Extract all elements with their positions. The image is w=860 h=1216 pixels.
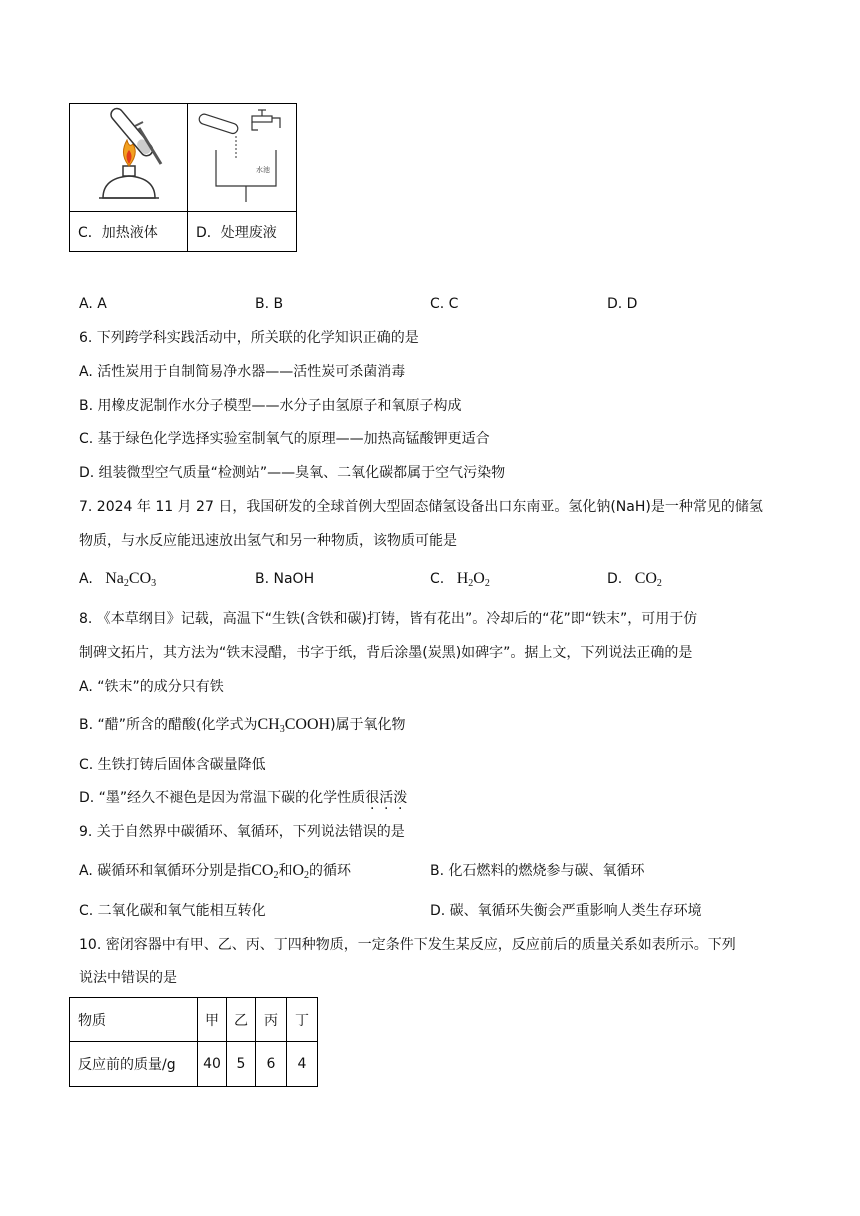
table-cell: 40	[198, 1042, 227, 1087]
q7-option-b: B. NaOH	[255, 571, 315, 587]
q5-option-a: A. A	[79, 296, 107, 312]
q9-option-d: D. 碳、氧循环失衡会严重影响人类生存环境	[430, 903, 702, 919]
formula-ch3cooh: $CH_3COOH$	[257, 716, 331, 735]
q8-option-b-pre: B. “醋”所含的醋酸(化学式为	[79, 717, 258, 733]
q6-option-c: C. 基于绿色化学选择实验室制氧气的原理——加热高锰酸钾更适合	[79, 431, 490, 447]
table-cell: 乙	[227, 998, 256, 1042]
q9-option-a-pre: A. 碳循环和氧循环分别是指	[79, 863, 252, 879]
formula-o2: $O_2$	[292, 862, 310, 881]
q6-option-b: B. 用橡皮泥制作水分子模型——水分子由氢原子和氧原子构成	[79, 398, 462, 414]
q7-option-a	[79, 569, 156, 594]
q9-option-a-mid: 和	[278, 863, 293, 879]
heating-liquid-illustration	[89, 106, 169, 206]
q8-option-a: A. “铁末”的成分只有铁	[79, 679, 224, 695]
q7-option-a-prefix: A.	[79, 571, 93, 587]
q7-option-c	[430, 569, 490, 594]
q6-stem: 6. 下列跨学科实践活动中，所关联的化学知识正确的是	[79, 330, 419, 346]
option-d-label: D．处理废液	[188, 212, 297, 252]
table-cell: 甲	[198, 998, 227, 1042]
dispose-liquid-image-cell	[188, 104, 297, 212]
q8-option-b-post: )属于氧化物	[330, 717, 406, 733]
dispose-liquid-illustration	[192, 106, 292, 206]
q7-option-d-prefix: D.	[607, 571, 623, 587]
table-cell: 反应前的质量/g	[70, 1042, 198, 1087]
table-cell: 丁	[287, 998, 318, 1042]
formula-h2o2: $H_2O_2$	[456, 570, 490, 589]
dotted-char-1: 很	[365, 790, 380, 806]
q8-stem-line2: 制碑文拓片，其方法为“铁末浸醋，书字于纸，背后涂墨(炭黑)如碑字”。据上文，下列说法正确的是	[79, 645, 693, 661]
q9-option-a-post: 的循环	[309, 863, 352, 879]
q10-stem-line1: 10. 密闭容器中有甲、乙、丙、丁四种物质，一定条件下发生某反应，反应前后的质量关系如表所示。下列	[79, 937, 736, 953]
mass-table	[69, 997, 318, 1087]
formula-na2co3: $Na_2CO_3$	[105, 570, 157, 589]
dotted-char-3: 泼	[393, 790, 408, 806]
formula-co2: $CO_2$	[251, 862, 279, 881]
q8-option-b	[79, 715, 406, 740]
q8-option-c: C. 生铁打铸后固体含碳量降低	[79, 757, 266, 773]
table-cell: 丙	[256, 998, 287, 1042]
q9-stem: 9. 关于自然界中碳循环、氧循环，下列说法错误的是	[79, 824, 405, 840]
q6-option-d: D. 组装微型空气质量“检测站”——臭氧、二氧化碳都属于空气污染物	[79, 465, 506, 481]
table-row	[70, 1042, 318, 1087]
formula-co2: $CO_2$	[634, 570, 662, 589]
sink-label: 水池	[256, 165, 270, 174]
table-row	[70, 998, 318, 1042]
q8-stem-line1: 8. 《本草纲目》记载，高温下“生铁(含铁和碳)打铸，皆有花出”。冷却后的“花”即“铁末”，可用于仿	[79, 611, 698, 627]
q9-option-c: C. 二氧化碳和氧气能相互转化	[79, 903, 266, 919]
q8-option-d-pre: D. “墨”经久不褪色是因为常温下碳的化学性质	[79, 790, 366, 806]
q7-option-d	[607, 569, 662, 594]
q5-option-c: C. C	[430, 296, 459, 312]
apparatus-table	[69, 103, 297, 252]
q7-stem-line1: 7. 2024 年 11 月 27 日，我国研发的全球首例大型固态储氢设备出口东南亚。氢化钠(NaH)是一种常见的储氢	[79, 499, 763, 515]
table-cell: 4	[287, 1042, 318, 1087]
q7-stem-line2: 物质，与水反应能迅速放出氢气和另一种物质，该物质可能是	[79, 533, 457, 549]
q6-option-a: A. 活性炭用于自制简易净水器——活性炭可杀菌消毒	[79, 364, 406, 380]
q8-option-d	[79, 788, 407, 808]
table-cell: 6	[256, 1042, 287, 1087]
q5-option-b: B. B	[255, 296, 284, 312]
option-c-label: C．加热液体	[70, 212, 188, 252]
q9-option-b: B. 化石燃料的燃烧参与碳、氧循环	[430, 863, 645, 879]
dotted-char-2: 活	[379, 790, 394, 806]
table-cell: 物质	[70, 998, 198, 1042]
q9-option-a	[79, 861, 351, 886]
q10-stem-line2: 说法中错误的是	[79, 970, 177, 986]
table-cell: 5	[227, 1042, 256, 1087]
heating-liquid-image-cell	[70, 104, 188, 212]
q5-option-d: D. D	[607, 296, 638, 312]
q7-option-c-prefix: C.	[430, 571, 445, 587]
